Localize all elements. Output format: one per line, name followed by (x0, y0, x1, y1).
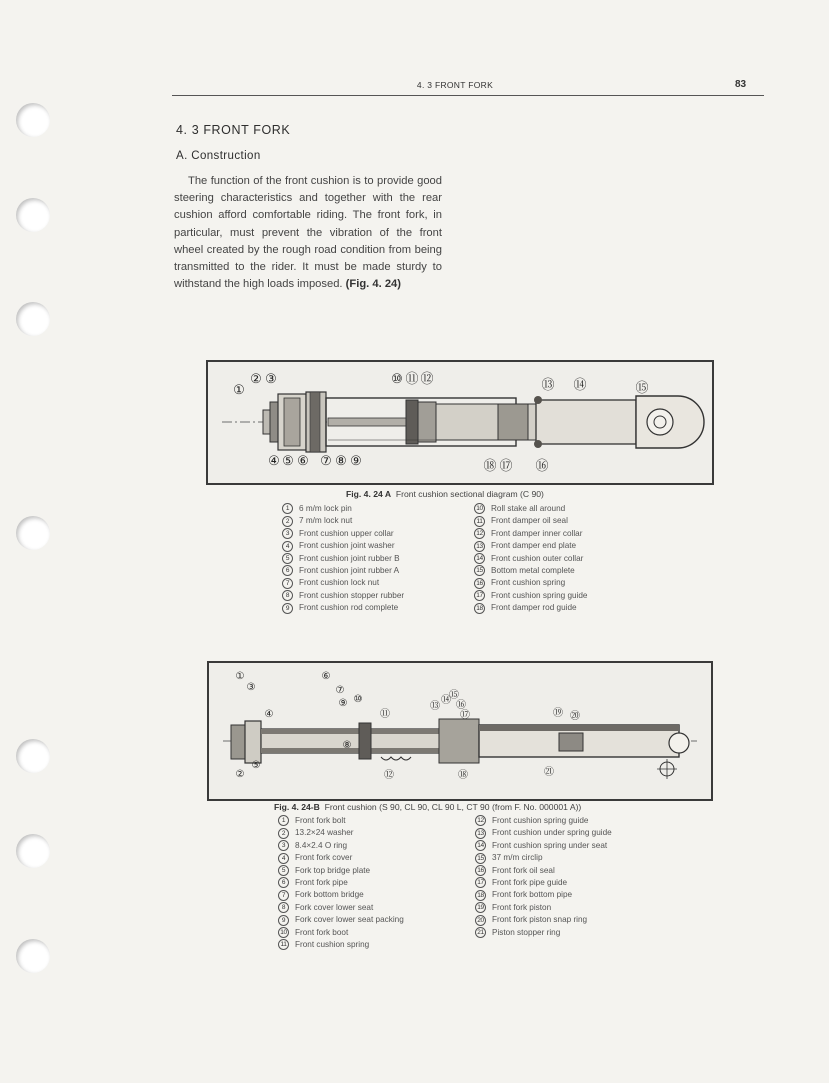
body-text: The function of the front cushion is to provide good steering characteristics and together with the rear cushion afford comfortable riding. The front fork, in particular, must prevent the vibration of the front wheel created by the rough road condition from being transmitted to the rider. It must be made sturdy to withstand the high loads imposed. (174, 175, 442, 291)
callout-13: ⑬ (541, 377, 555, 392)
legend-number: 18 (474, 603, 485, 614)
callout-11: ⑪ (405, 371, 419, 386)
figure-b-legend-right (475, 815, 612, 939)
callout-4: ④ (268, 453, 280, 468)
legend-number: 13 (475, 828, 486, 839)
legend-item (282, 515, 404, 527)
legend-item (474, 553, 588, 565)
legend-text: Bottom metal complete (491, 566, 575, 576)
legend-text: Front cushion lock nut (299, 578, 380, 588)
legend-text: Front damper inner collar (491, 528, 583, 538)
legend-number: 21 (475, 927, 486, 938)
legend-item (282, 590, 404, 602)
legend-number: 13 (474, 541, 485, 552)
legend-item (475, 852, 612, 864)
legend-text: Front cushion stopper rubber (299, 590, 405, 600)
legend-text: Front cushion joint rubber A (299, 566, 400, 576)
callout-7: ⑦ (335, 685, 345, 696)
legend-number: 3 (278, 840, 289, 851)
page-number: 83 (735, 79, 747, 90)
figure-b-caption (274, 802, 581, 812)
legend-number: 11 (278, 939, 289, 950)
legend-number: 17 (474, 590, 485, 601)
legend-text: Front fork bottom pipe (492, 890, 573, 900)
figure-a-diagram (206, 360, 714, 485)
legend-number: 16 (475, 865, 486, 876)
legend-item (278, 902, 404, 914)
legend-number: 14 (475, 840, 486, 851)
legend-number: 12 (475, 815, 486, 826)
figure-b-legend-left (278, 815, 404, 951)
legend-item (474, 515, 588, 527)
body-paragraph (174, 173, 442, 293)
legend-number: 5 (282, 553, 293, 564)
legend-item (282, 553, 404, 565)
legend-number: 1 (282, 503, 293, 514)
callout-6: ⑥ (297, 453, 309, 468)
legend-text: Front fork pipe (295, 878, 348, 888)
legend-text: Front damper end plate (491, 541, 577, 551)
callout-1: ① (235, 671, 245, 682)
legend-text: Front cushion under spring guide (492, 828, 612, 838)
legend-item (474, 540, 588, 552)
legend-number: 2 (278, 828, 289, 839)
legend-number: 8 (282, 590, 293, 601)
legend-text: Front cushion spring guide (491, 590, 588, 600)
callout-18: ⑱ (458, 770, 468, 781)
legend-number: 8 (278, 902, 289, 913)
callout-3: ③ (265, 371, 277, 386)
callout-16: ⑯ (535, 458, 549, 473)
header-rule (172, 95, 764, 96)
legend-text: Front cushion spring (491, 578, 566, 588)
legend-item (474, 503, 588, 515)
legend-number: 18 (475, 890, 486, 901)
punch-hole (16, 302, 50, 336)
legend-text: Front cushion spring (295, 940, 370, 950)
legend-text: Front cushion spring guide (492, 816, 589, 825)
legend-item (474, 577, 588, 589)
legend-text: Front damper rod guide (491, 603, 577, 613)
figure-b-diagram (207, 661, 713, 801)
legend-number: 3 (282, 528, 293, 539)
punch-hole (16, 939, 50, 973)
legend-text: Front fork pipe guide (492, 878, 568, 888)
legend-number: 2 (282, 516, 293, 527)
legend-item (278, 877, 404, 889)
callout-18: ⑱ (483, 458, 497, 473)
figure-b-callouts (209, 663, 711, 799)
legend-text: Roll stake all around (491, 504, 566, 513)
legend-text: Front fork boot (295, 927, 349, 937)
legend-text: Front cushion outer collar (491, 553, 584, 563)
callout-15: ⑮ (635, 380, 649, 395)
legend-number: 16 (474, 578, 485, 589)
callout-11: ⑪ (380, 709, 390, 720)
legend-text: Front cushion joint rubber B (299, 553, 400, 563)
callout-12: ⑫ (420, 371, 434, 386)
legend-number: 12 (474, 528, 485, 539)
legend-number: 9 (282, 603, 293, 614)
callout-5: ⑤ (282, 453, 294, 468)
callout-14: ⑭ (573, 377, 587, 392)
legend-item (278, 840, 404, 852)
legend-number: 11 (474, 516, 485, 527)
callout-1: ① (233, 382, 245, 397)
legend-number: 10 (278, 927, 289, 938)
legend-item (475, 914, 612, 926)
callout-21: ㉑ (544, 767, 554, 778)
legend-number: 4 (282, 541, 293, 552)
legend-text: Fork bottom bridge (295, 890, 364, 900)
legend-item (282, 577, 404, 589)
callout-7: ⑦ (320, 453, 332, 468)
legend-number: 7 (282, 578, 293, 589)
legend-item (282, 602, 404, 614)
figure-a-caption (346, 489, 544, 499)
legend-item (475, 827, 612, 839)
callout-19: ⑲ (553, 708, 563, 719)
callout-3: ③ (246, 682, 256, 693)
legend-item (278, 827, 404, 839)
legend-item (475, 889, 612, 901)
legend-text: Front fork piston snap ring (492, 915, 588, 925)
legend-number: 15 (474, 565, 485, 576)
legend-item (474, 602, 588, 614)
callout-15: ⑮ (449, 690, 459, 701)
legend-item (475, 840, 612, 852)
callout-4: ④ (264, 709, 274, 720)
legend-number: 17 (475, 877, 486, 888)
legend-number: 15 (475, 853, 486, 864)
legend-text: 8.4×2.4 O ring (295, 840, 348, 850)
punch-hole (16, 739, 50, 773)
legend-number: 1 (278, 815, 289, 826)
legend-text: Front cushion spring under seat (492, 840, 608, 850)
callout-6: ⑥ (321, 671, 331, 682)
legend-text: Front fork oil seal (492, 865, 555, 875)
callout-16: ⑯ (456, 700, 466, 711)
legend-item (278, 939, 404, 951)
legend-text: 7 m/m lock nut (299, 516, 353, 526)
legend-item (282, 503, 404, 515)
callout-9: ⑨ (338, 698, 348, 709)
running-header: 4. 3 FRONT FORK (416, 80, 494, 90)
legend-item (282, 540, 404, 552)
legend-text: Front cushion upper collar (299, 528, 394, 538)
legend-item (474, 590, 588, 602)
legend-item (278, 815, 404, 827)
callout-8: ⑧ (342, 740, 352, 751)
callout-20: ⑳ (570, 711, 580, 722)
legend-number: 9 (278, 915, 289, 926)
legend-item (475, 927, 612, 939)
callout-13: ⑬ (430, 701, 440, 712)
punch-hole (16, 103, 50, 137)
punch-hole (16, 198, 50, 232)
legend-text: Front cushion joint washer (299, 541, 395, 551)
subsection-title: A. Construction (176, 150, 261, 162)
legend-number: 10 (474, 503, 485, 514)
legend-text: Piston stopper ring (492, 927, 561, 937)
callout-14: ⑭ (441, 695, 451, 706)
legend-number: 6 (282, 565, 293, 576)
legend-item (278, 852, 404, 864)
legend-item (278, 865, 404, 877)
legend-item (474, 528, 588, 540)
callout-5: ⑤ (251, 760, 261, 771)
legend-item (282, 565, 404, 577)
callout-10: ⑩ (391, 371, 403, 386)
legend-text: 6 m/m lock pin (299, 504, 352, 513)
legend-item (278, 914, 404, 926)
legend-item (282, 528, 404, 540)
legend-number: 4 (278, 853, 289, 864)
legend-text: Front fork bolt (295, 816, 346, 825)
legend-text: 13.2×24 washer (295, 828, 354, 838)
figure-a-legend-left (282, 503, 404, 615)
legend-number: 5 (278, 865, 289, 876)
legend-text: Fork cover lower seat (295, 902, 374, 912)
legend-item (475, 815, 612, 827)
legend-number: 19 (475, 902, 486, 913)
callout-17: ⑰ (499, 458, 513, 473)
punch-hole (16, 516, 50, 550)
legend-item (278, 889, 404, 901)
legend-text: 37 m/m circlip (492, 853, 543, 863)
legend-item (474, 565, 588, 577)
figure-a-caption-text: Front cushion sectional diagram (C 90) (395, 489, 544, 499)
legend-item (475, 877, 612, 889)
legend-number: 6 (278, 877, 289, 888)
legend-text: Front fork piston (492, 902, 552, 912)
figure-a-label: Fig. 4. 24 A (346, 489, 392, 499)
legend-text: Front damper oil seal (491, 516, 568, 526)
legend-number: 7 (278, 890, 289, 901)
legend-text: Fork top bridge plate (295, 865, 371, 875)
figure-a-callouts (208, 362, 712, 483)
figure-b-label: Fig. 4. 24-B (274, 802, 320, 812)
callout-8: ⑧ (335, 453, 347, 468)
legend-text: Front cushion rod complete (299, 603, 399, 613)
figure-b-caption-text: Front cushion (S 90, CL 90, CL 90 L, CT 90 (from F. No. 000001 A)) (324, 802, 582, 812)
callout-17: ⑰ (460, 710, 470, 721)
figure-a-legend-right (474, 503, 588, 615)
legend-item (475, 865, 612, 877)
callout-9: ⑨ (350, 453, 362, 468)
legend-text: Fork cover lower seat packing (295, 915, 404, 925)
callout-2: ② (250, 371, 262, 386)
legend-number: 20 (475, 915, 486, 926)
figure-reference: (Fig. 4. 24) (345, 278, 401, 291)
callout-12: ⑫ (384, 770, 394, 781)
callout-2: ② (235, 769, 245, 780)
legend-item (475, 902, 612, 914)
section-title: 4. 3 FRONT FORK (176, 123, 291, 137)
legend-text: Front fork cover (295, 853, 353, 863)
legend-number: 14 (474, 553, 485, 564)
punch-hole (16, 834, 50, 868)
legend-item (278, 927, 404, 939)
callout-10: ⑩ (353, 694, 363, 705)
